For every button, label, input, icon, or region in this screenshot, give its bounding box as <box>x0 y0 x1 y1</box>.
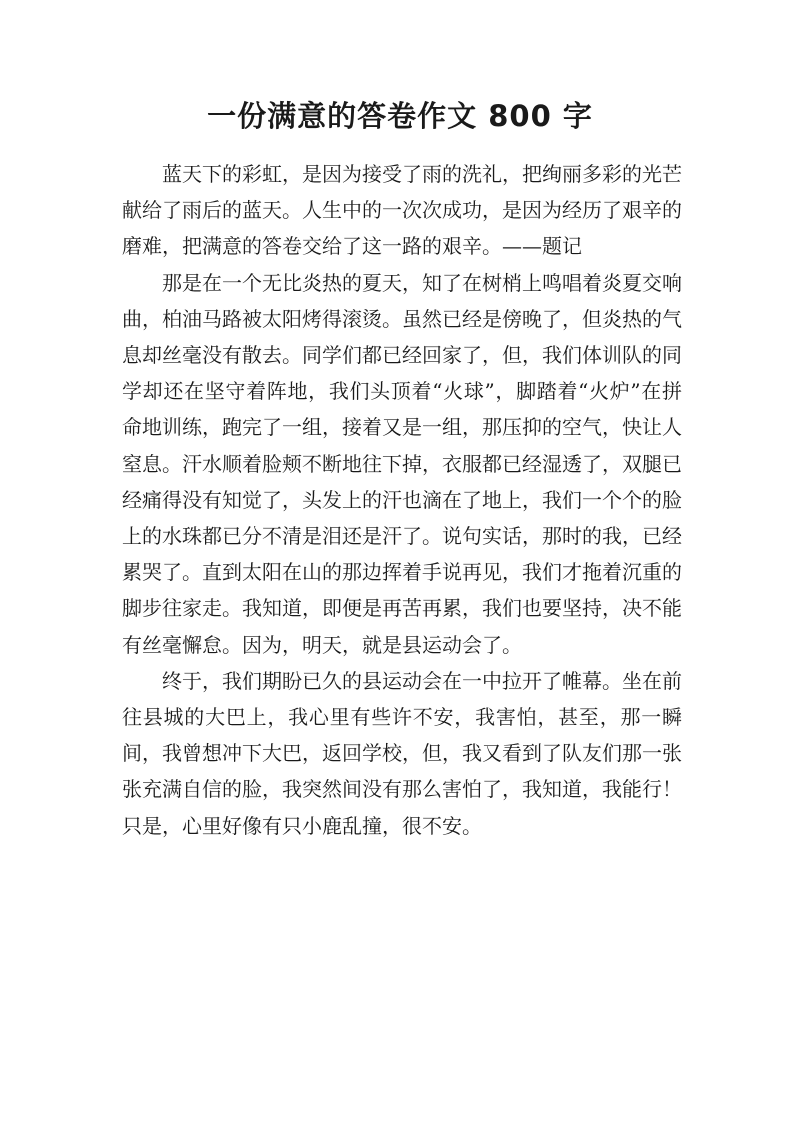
paragraph-training: 那是在一个无比炎热的夏天，知了在树梢上鸣唱着炎夏交响曲，柏油马路被太阳烤得滚烫。虽然已经是傍晚了，但炎热的气息却丝毫没有散去。同学们都已经回家了，但，我们体训队的同学却还在坚守着阵地，我们头顶着“火球”，脚踏着“火炉”在拼命地训练，跑完了一组，接着又是一组，那压抑的空气，快让人窒息。汗水顺着脸颊不断地往下掉，衣服都已经湿透了，双腿已经痛得没有知觉了，头发上的汗也滴在了地上，我们一个个的脸上的水珠都已分不清是泪还是汗了。说句实话，那时的我，已经累哭了。直到太阳在山的那边挥着手说再见，我们才拖着沉重的脚步往家走。我知道，即便是再苦再累，我们也要坚持，决不能有丝毫懈怠。因为，明天，就是县运动会了。 <box>122 270 682 657</box>
document-title: 一份满意的答卷作文 800 字 <box>207 99 593 133</box>
paragraph-sports-meet: 终于，我们期盼已久的县运动会在一中拉开了帷幕。坐在前往县城的大巴上，我心里有些许不安，我害怕，甚至，那一瞬间，我曾想冲下大巴，返回学校，但，我又看到了队友们那一张张充满自信的脸，我突然间没有那么害怕了，我知道，我能行！只是，心里好像有只小鹿乱撞，很不安。 <box>122 668 682 838</box>
paragraph-epigraph: 蓝天下的彩虹，是因为接受了雨的洗礼，把绚丽多彩的光芒献给了雨后的蓝天。人生中的一次次成功，是因为经历了艰辛的磨难，把满意的答卷交给了这一路的艰辛。——题记 <box>122 162 682 259</box>
document-body <box>122 156 682 844</box>
